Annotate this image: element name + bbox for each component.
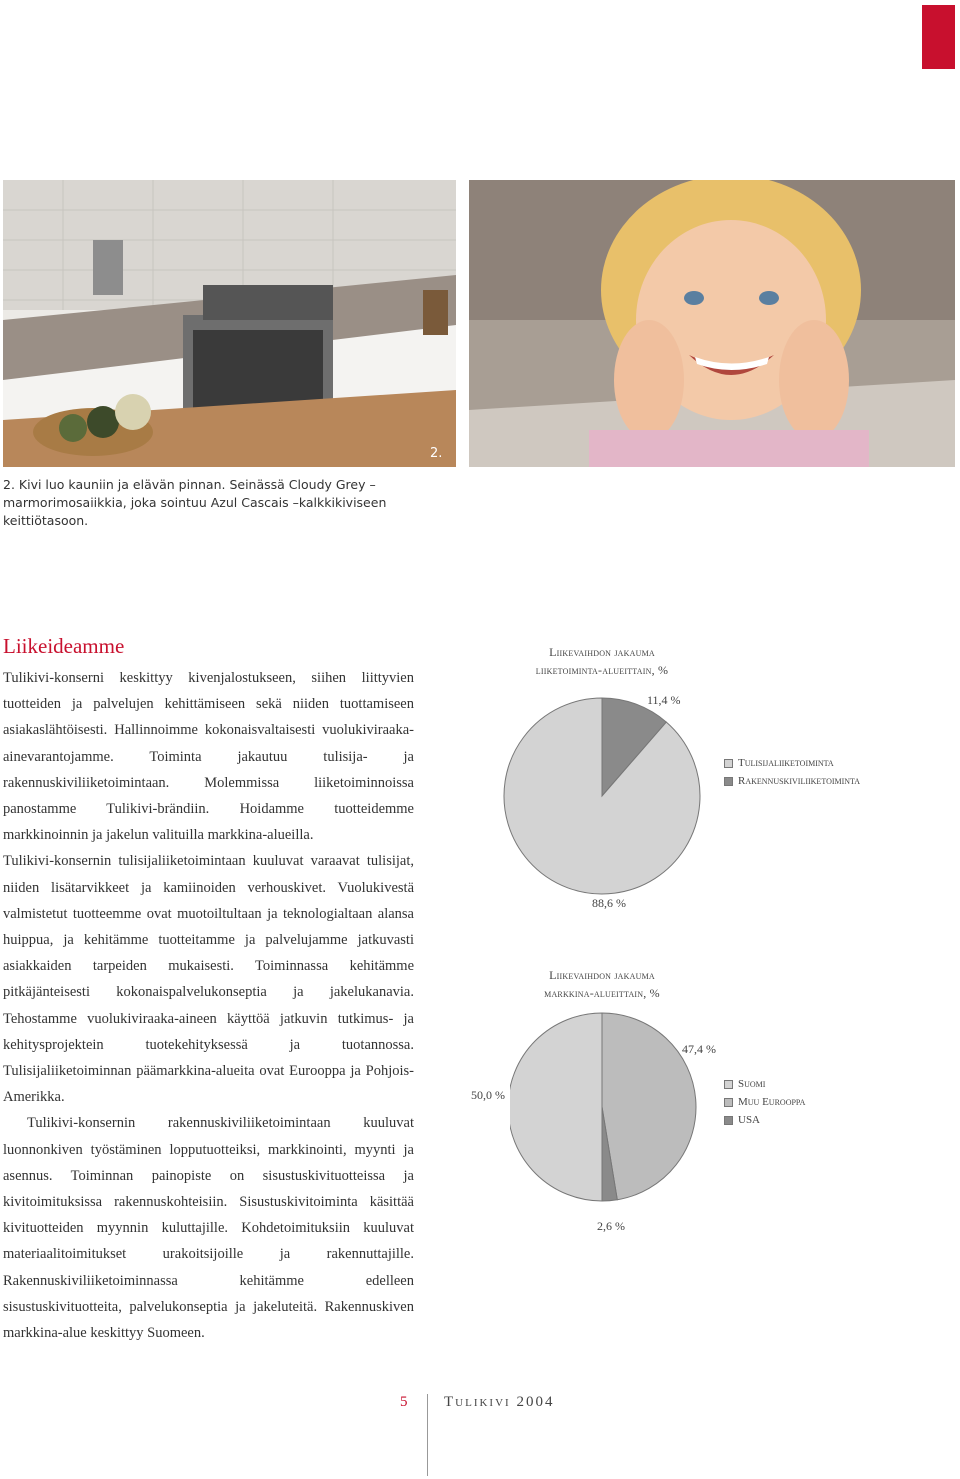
legend-item — [724, 754, 860, 772]
paragraph: Tulikivi-konsernin rakennuskiviliiketoimintaan kuuluvat luonnonkiven työstäminen lopputuotteiksi, markkinointi, myynti ja asennus. Toiminnan painopiste on sisustuskivituotteissa ja kivitoimituksissa rakennuskohteisiin. Sisustuskivitoiminta käsittää kivituotteiden myynnin kuluttajille. Kohdetoimituksiin kuuluvat materiaalitoimitukset urakoitsijoille ja rakennuttajille. Rakennuskiviliiketoiminnassa kehitämme edelleen sisustuskivituotteita, palvelukonseptia ja jakeluteitä. Rakennuskiven markkina-alue keskittyy Suomeen. — [3, 1115, 414, 1342]
legend-swatch — [724, 1080, 733, 1089]
chart1-pie — [500, 690, 710, 900]
legend-swatch — [724, 759, 733, 768]
legend-item — [724, 1093, 805, 1111]
section-heading: Liikeideamme — [3, 634, 125, 658]
chart2-legend — [724, 1075, 805, 1129]
legend-swatch — [724, 1116, 733, 1125]
child-photo — [469, 180, 955, 467]
chart1-title-line2: liiketoiminta-alueittain, % — [535, 663, 669, 677]
chart2-pie — [510, 1006, 710, 1211]
footer-divider — [427, 1394, 428, 1476]
chart1-label-tulisija: 88,6 % — [592, 896, 626, 910]
page-number: 5 — [400, 1394, 408, 1410]
pie-slice-suomi — [510, 1013, 602, 1201]
pie-slice-muu-eurooppa — [602, 1013, 696, 1200]
photo-caption: 2. Kivi luo kauniin ja elävän pinnan. Seinässä Cloudy Grey –marmorimosaiikkia, joka sointuu Azul Cascais –kalkkikiviseen keittiötasoon. — [3, 477, 387, 528]
legend-label: USA — [738, 1114, 761, 1126]
chart2-label-muu-eurooppa: 47,4 % — [682, 1042, 716, 1056]
legend-swatch — [724, 777, 733, 786]
legend-label: Suomi — [738, 1078, 766, 1090]
legend-item — [724, 1075, 805, 1093]
chart2-title-line1: Liikevaihdon jakauma — [549, 968, 655, 982]
photo-number: 2. — [430, 446, 443, 461]
kitchen-photo — [3, 180, 456, 467]
paragraph: Tulikivi-konsernin tulisijaliiketoimintaan kuuluvat varaavat tulisijat, niiden lisätarvikkeet ja kamiinoiden verhouskivet. Vuolukivestä valmistetut tuotteemme ovat muotoiltultaan ja teknologialtaan alansa huippua, ja kehitämme tuotteitamme ja palvelujamme jatkuvasti asiakkaiden tarpeiden mukaisesti. Toiminnassa kehitämme pitkäjänteisesti kokonaispalvelukonseptia ja jakelukanavia. Tehostamme vuolukiviraaka-aineen käyttöä jatkuvin tutkimus- ja kehitysprojektein tuotekehityksessä ja tuotannossa. Tulisijaliiketoiminnan päämarkkina-alueita ovat Eurooppa ja Pohjois-Amerikka. — [3, 853, 414, 1106]
legend-label: Rakennuskiviliiketoiminta — [738, 775, 861, 787]
body-text — [3, 665, 414, 1346]
legend-item — [724, 1111, 805, 1129]
legend-swatch — [724, 1098, 733, 1107]
chart1-title — [502, 643, 702, 679]
legend-label: Tulisijaliiketoiminta — [738, 757, 834, 769]
paragraph: Tulikivi-konserni keskittyy kivenjalostukseen, siihen liittyvien tuotteiden ja palvelujen kehittämiseen sekä niiden tuottamiseen asiakaslähtöisesti. Hallinnoimme kokonaisvaltaisesti vuolukiviraaka-ainevarantojamme. Toiminta jakautuu tulisija- ja rakennuskiviliiketoimintaan. Molemmissa liiketoiminnoissa panostamme Tulikivi-brändiin. Hoidamme tuotteidemme markkinoinnin ja jakelun valituilla markkina-alueilla. — [3, 670, 414, 844]
legend-label: Muu Eurooppa — [738, 1096, 806, 1108]
chart2-title — [502, 966, 702, 1002]
red-corner-tab — [922, 5, 955, 69]
legend-item — [724, 772, 860, 790]
chart1-title-line1: Liikevaihdon jakauma — [549, 645, 655, 659]
chart1-legend — [724, 754, 860, 790]
footer-brand: Tulikivi 2004 — [444, 1394, 555, 1410]
pie-slice-tulisijaliiketoiminta — [504, 698, 700, 894]
chart2-title-line2: markkina-alueittain, % — [544, 986, 660, 1000]
chart2-label-suomi: 50,0 % — [471, 1088, 505, 1102]
chart1-label-rakennuskivi: 11,4 % — [647, 693, 681, 707]
chart2-label-usa: 2,6 % — [597, 1219, 625, 1233]
